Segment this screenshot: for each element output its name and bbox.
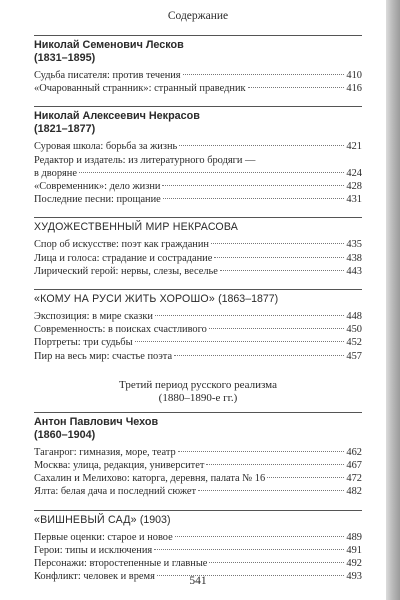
author-section-leskov bbox=[34, 35, 362, 95]
entry-page: 472 bbox=[346, 473, 362, 485]
period-years: (1880–1890-е гг.) bbox=[158, 392, 238, 405]
section-who-lives-well bbox=[34, 289, 362, 363]
entry-page: 443 bbox=[346, 265, 362, 277]
leader-dots bbox=[209, 562, 344, 563]
entry-page: 493 bbox=[346, 571, 362, 583]
period-heading bbox=[34, 379, 362, 406]
leader-dots bbox=[183, 74, 345, 75]
toc-entry[interactable] bbox=[34, 446, 362, 459]
entry-title: Современность: в поисках счастливого bbox=[34, 324, 207, 336]
entry-title: Последние песни: прощание bbox=[34, 194, 161, 206]
entry-title: Судьба писателя: против течения bbox=[34, 70, 181, 81]
leader-dots bbox=[174, 355, 344, 356]
section-cherry-orchard bbox=[34, 510, 362, 584]
entry-title: Суровая школа: борьба за жизнь bbox=[34, 141, 178, 153]
toc-entry[interactable] bbox=[34, 69, 362, 82]
leader-dots bbox=[267, 477, 344, 478]
entry-page: 467 bbox=[346, 460, 362, 472]
entry-continuation bbox=[34, 167, 362, 180]
entry-page: 431 bbox=[346, 194, 362, 206]
entry-title: «Современник»: дело жизни bbox=[34, 181, 161, 193]
leader-dots bbox=[154, 549, 344, 550]
section-heading-title: «КОМУ НА РУСИ ЖИТЬ ХОРОШО» bbox=[34, 293, 215, 306]
leader-dots bbox=[178, 451, 345, 452]
entry-page: 435 bbox=[346, 239, 362, 251]
toc-entry[interactable] bbox=[34, 238, 362, 251]
entry-page: 421 bbox=[346, 141, 362, 153]
entry-title: в дворяне bbox=[34, 167, 77, 179]
leader-dots bbox=[163, 198, 345, 199]
entry-title: Пир на весь мир: счастье поэта bbox=[34, 350, 173, 362]
entry-page: 410 bbox=[346, 70, 362, 81]
author-name: Николай Семенович Лесков bbox=[34, 39, 184, 51]
section-artistic-world bbox=[34, 217, 362, 278]
section-heading bbox=[34, 514, 362, 527]
entry-title: Лирический герой: нервы, слезы, веселье bbox=[34, 265, 218, 277]
author-years: (1821–1877) bbox=[34, 123, 96, 136]
leader-dots bbox=[198, 490, 344, 491]
entry-title-line: Редактор и издатель: из литературного бродяги — bbox=[34, 154, 256, 166]
entry-page: 491 bbox=[346, 544, 362, 556]
entry-page: 452 bbox=[346, 337, 362, 349]
entry-page: 448 bbox=[346, 311, 362, 323]
running-head: Содержание bbox=[167, 10, 229, 22]
toc-entry[interactable] bbox=[34, 350, 362, 363]
author-name: Антон Павлович Чехов bbox=[34, 415, 159, 428]
entry-page: 462 bbox=[346, 446, 362, 458]
toc-entry[interactable] bbox=[34, 82, 362, 95]
toc-entry[interactable] bbox=[34, 252, 362, 265]
section-heading-years: (1903) bbox=[139, 513, 171, 526]
leader-dots bbox=[155, 315, 344, 316]
entry-page: 492 bbox=[346, 558, 362, 570]
leader-dots bbox=[162, 185, 344, 186]
book-gutter-edge bbox=[386, 0, 400, 600]
leader-dots bbox=[206, 464, 344, 465]
toc-content bbox=[34, 9, 362, 594]
entry-title: Портреты: три судьбы bbox=[34, 337, 133, 349]
entry-title: Москва: улица, редакция, университет bbox=[34, 460, 205, 472]
entry-page: 450 bbox=[346, 324, 362, 336]
entry-page: 438 bbox=[346, 252, 362, 264]
leader-dots bbox=[211, 243, 344, 244]
entry-title: Герои: типы и исключения bbox=[34, 544, 153, 556]
leader-dots bbox=[175, 536, 345, 537]
leader-dots bbox=[248, 87, 345, 88]
leader-dots bbox=[220, 270, 345, 271]
period-title: Третий период русского реализма bbox=[119, 378, 277, 391]
leader-dots bbox=[214, 257, 344, 258]
section-heading: ХУДОЖЕСТВЕННЫЙ МИР НЕКРАСОВА bbox=[34, 221, 239, 234]
entry-page: 482 bbox=[346, 486, 362, 498]
entry-title: Персонажи: второстепенные и главные bbox=[34, 558, 208, 570]
toc-entry[interactable] bbox=[34, 180, 362, 193]
author-years: (1860–1904) bbox=[34, 428, 96, 441]
toc-entry[interactable] bbox=[34, 310, 362, 323]
toc-entry[interactable] bbox=[34, 193, 362, 206]
author-section-nekrasov bbox=[34, 106, 362, 206]
entry-page: 489 bbox=[346, 531, 362, 543]
toc-entry[interactable] bbox=[34, 140, 362, 153]
entry-page: 424 bbox=[346, 167, 362, 179]
toc-entry[interactable] bbox=[34, 459, 362, 472]
leader-dots bbox=[135, 341, 345, 342]
entry-title: Лица и голоса: страдание и сострадание bbox=[34, 252, 213, 264]
author-years: (1831–1895) bbox=[34, 52, 96, 64]
entry-page: 416 bbox=[346, 83, 362, 95]
leader-dots bbox=[209, 328, 345, 329]
toc-entry[interactable] bbox=[34, 531, 362, 544]
entry-title: Спор об искусстве: поэт как гражданин bbox=[34, 239, 209, 251]
toc-entry[interactable] bbox=[34, 154, 362, 180]
entry-page: 457 bbox=[346, 350, 362, 362]
section-heading bbox=[34, 293, 362, 306]
entry-page: 428 bbox=[346, 181, 362, 193]
entry-title: Экспозиция: в мире сказки bbox=[34, 311, 153, 323]
toc-entry[interactable] bbox=[34, 472, 362, 485]
toc-entry[interactable] bbox=[34, 323, 362, 336]
author-section-chekhov bbox=[34, 412, 362, 499]
entry-title: Ялта: белая дача и последний сюжет bbox=[34, 486, 197, 498]
entry-title: Конфликт: человек и время bbox=[34, 571, 155, 583]
toc-entry[interactable] bbox=[34, 265, 362, 278]
toc-entry[interactable] bbox=[34, 557, 362, 570]
toc-entry[interactable] bbox=[34, 336, 362, 349]
entry-title: Сахалин и Мелихово: каторга, деревня, палата № 16 bbox=[34, 473, 266, 485]
page-number: 541 bbox=[189, 575, 207, 587]
entry-title: Таганрог: гимназия, море, театр bbox=[34, 446, 176, 458]
toc-entry[interactable] bbox=[34, 485, 362, 498]
leader-dots bbox=[179, 145, 344, 146]
toc-entry[interactable] bbox=[34, 544, 362, 557]
entry-title: «Очарованный странник»: странный праведник bbox=[34, 83, 246, 95]
section-heading-title: «ВИШНЕВЫЙ САД» bbox=[34, 513, 137, 526]
entry-title: Первые оценки: старое и новое bbox=[34, 531, 173, 543]
leader-dots bbox=[79, 172, 344, 173]
section-heading-years: (1863–1877) bbox=[218, 293, 279, 306]
author-name: Николай Алексеевич Некрасов bbox=[34, 110, 200, 123]
